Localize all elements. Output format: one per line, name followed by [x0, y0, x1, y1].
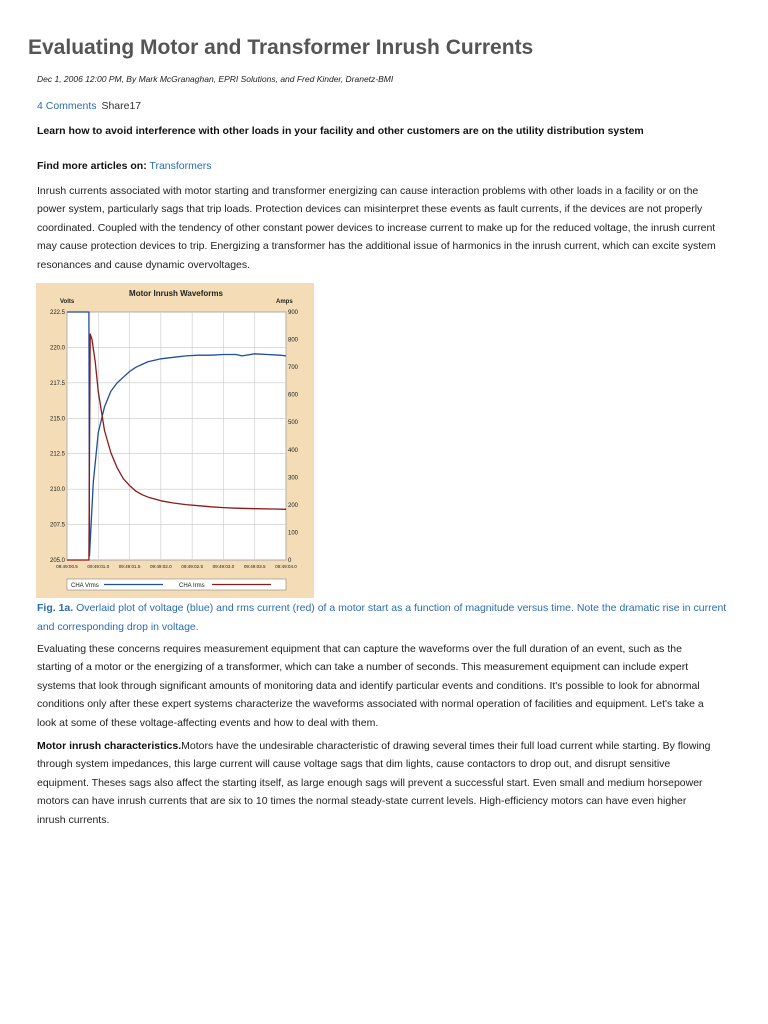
comments-link[interactable]: 4 Comments — [37, 100, 97, 112]
y-right-tick-label: 700 — [288, 365, 299, 372]
y-right-tick-label: 600 — [288, 392, 299, 399]
caption-text: Overlaid plot of voltage (blue) and rms current (red) of a motor start as a function of magnitude versus time. Note the dramatic rise in current and corresponding drop in voltage. — [37, 602, 727, 633]
y-left-tick-label: 207.5 — [49, 522, 65, 529]
article-lead: Learn how to avoid interference with other loads in your facility and other customers are on the utility distribution system — [37, 125, 644, 137]
motor-inrush-chart — [36, 283, 314, 598]
x-tick-label: 09:49:03.5 — [243, 564, 266, 569]
paragraph-intro: Inrush currents associated with motor starting and transformer energizing can cause interaction problems with other loads in a facility or on the power system, particularly sags that trip loads. Protection devices can misinterpret these events as fault currents, if the devices are not properly coordinated. Coupled with the tendency of other constant power devices to increase current to make up for the reduced voltage, the inrush current may cause protection devices to trip. Energizing a transformer has the additional issue of harmonics in the inrush current, which can excite system resonances and cause dynamic overvoltages. — [37, 185, 716, 271]
caption-label: Fig. 1a. — [37, 602, 74, 614]
chart-svg — [36, 283, 314, 598]
y-right-tick-label: 500 — [288, 420, 299, 427]
article-title: Evaluating Motor and Transformer Inrush Currents — [28, 36, 534, 59]
y-right-tick-label: 800 — [288, 337, 299, 344]
y-left-tick-label: 222.5 — [49, 310, 65, 316]
y-right-tick-label: 0 — [288, 558, 292, 564]
x-tick-label: 09:49:00.5 — [56, 564, 78, 569]
y-left-tick-label: 212.5 — [49, 451, 65, 458]
legend-label: CHA Irms — [179, 583, 205, 589]
y-left-tick-label: 210.0 — [49, 487, 65, 494]
right-axis-label: Amps — [276, 299, 293, 305]
y-left-tick-label: 205.0 — [49, 558, 65, 564]
social-row — [37, 100, 141, 112]
y-right-tick-label: 400 — [288, 447, 299, 454]
paragraph-motor-inrush — [37, 737, 717, 829]
y-left-tick-label: 217.5 — [49, 380, 65, 387]
y-right-tick-label: 100 — [288, 530, 299, 537]
paragraph-evaluating: Evaluating these concerns requires measurement equipment that can capture the waveforms over the full duration of an event, such as the starting of a motor or the energizing of a transformer, which can take a number of seconds. This measurement equipment can include expert systems that look through significant amounts of monitoring data and identify particular events and conditions. It's possible to look for abnormal conditions only after these expert systems characterize the waveforms associated with normal operation of facilities and equipment. Let's take a look at some of these voltage-affecting events and how to deal with them. — [37, 643, 704, 729]
find-more-articles — [37, 160, 211, 172]
left-axis-label: Volts — [60, 299, 75, 305]
y-right-tick-label: 300 — [288, 475, 299, 482]
y-left-tick-label: 220.0 — [49, 345, 65, 352]
share-button[interactable]: Share17 — [101, 100, 142, 112]
plot-area — [67, 312, 286, 560]
x-tick-label: 09:49:01.0 — [87, 564, 110, 569]
x-tick-label: 09:49:01.5 — [118, 564, 141, 569]
x-tick-label: 09:49:04.0 — [275, 564, 297, 569]
legend-label: CHA Vrms — [71, 583, 99, 589]
find-more-label: Find more articles on: — [37, 160, 147, 172]
motor-inrush-heading: Motor inrush characteristics. — [37, 740, 182, 752]
y-left-tick-label: 215.0 — [49, 416, 65, 423]
x-tick-label: 09:49:02.5 — [181, 564, 204, 569]
byline: Dec 1, 2006 12:00 PM, By Mark McGranaghan, EPRI Solutions, and Fred Kinder, Dranetz-BMI — [37, 74, 394, 84]
y-right-tick-label: 200 — [288, 502, 299, 509]
x-tick-label: 09:49:03.0 — [212, 564, 235, 569]
transformers-link[interactable]: Transformers — [149, 160, 212, 172]
chart-title: Motor Inrush Waveforms — [129, 289, 223, 298]
x-tick-label: 09:49:02.0 — [149, 564, 172, 569]
motor-inrush-text: Motors have the undesirable characteristic of drawing several times their full load current while starting. By flowing through system impedances, this large current will cause voltage sags that dim lights, cause contactors to drop out, and disrupt sensitive equipment. Theses sags also affect the starting itself, as large enough sags will prevent a successful start. Even small and medium horsepower motors can have inrush currents that are six to 10 times the normal steady-state current levels. High-efficiency motors can have even higher inrush currents. — [37, 740, 711, 826]
y-right-tick-label: 900 — [288, 310, 299, 316]
figure-caption — [37, 599, 727, 636]
